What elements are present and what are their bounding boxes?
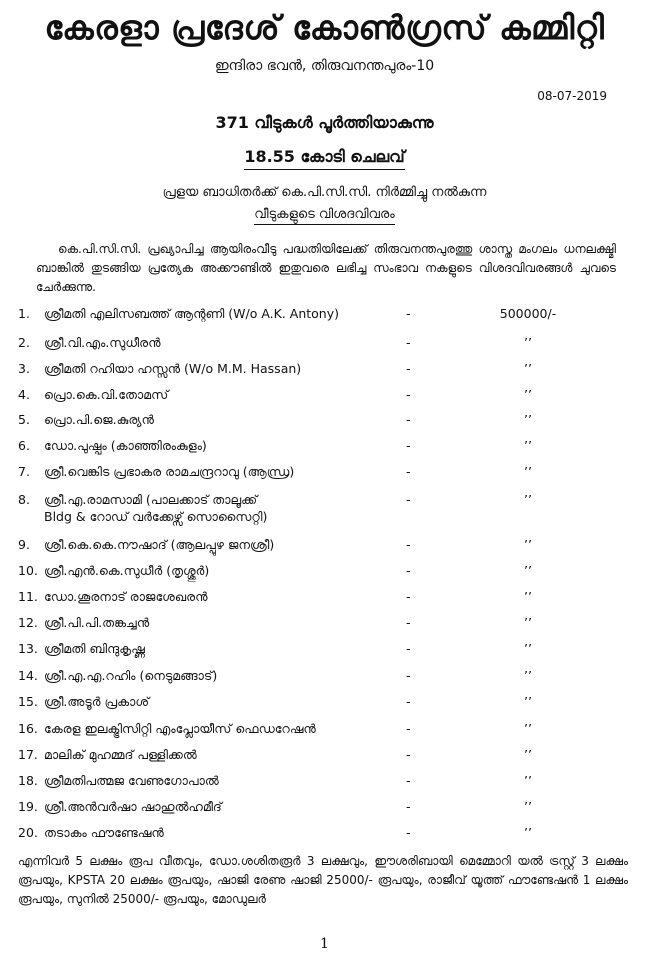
donor-amount: ’’ [524,387,532,402]
donor-dash: - [406,335,411,350]
donor-name [44,386,404,403]
donor-dash: - [406,306,411,321]
donor-dash: - [406,694,411,709]
donor-name-line: ശ്രീമതി റഹിയാ ഹസ്സൻ (W/o M.M. Hassan) [44,361,302,376]
donor-number: 19. [18,799,38,814]
donor-name [44,562,404,579]
donor-name-line: പ്രൊ.പി.ജെ.കുര്യൻ [44,412,154,427]
donor-dash: - [406,825,411,840]
donor-name-line-2: Bldg & റോഡ് വർക്കേഴ്സ് സൊസൈറ്റി) [44,509,268,524]
donor-amount: ’’ [524,438,532,453]
donor-amount: ’’ [524,668,532,683]
donor-amount: ’’ [524,589,532,604]
donor-number: 5. [18,412,30,427]
donor-amount: ’’ [524,773,532,788]
donor-dash: - [406,361,411,376]
donor-dash: - [406,641,411,656]
donor-dash: - [406,464,411,479]
donor-amount: ’’ [524,721,532,736]
donor-name [44,437,404,454]
document-date: 08-07-2019 [537,89,607,103]
subheading-2 [0,207,649,222]
donor-name-line: ശ്രീമതി എലിസബത്ത് ആന്റണി (W/o A.K. Antony) [44,306,339,321]
donor-name-line: തടാകം ഫൗണ്ടേഷൻ [44,825,164,840]
donor-name-line: ശ്രീമതി ബിന്ദുകൃഷ്ണ [44,641,145,656]
footer-paragraph: എന്നിവർ 5 ലക്ഷം രൂപ വീതവും, ഡോ.ശശിതരൂർ 3 ലക്ഷവും, ഈശരിബായി മെമ്മോറി യൽ ട്രസ്റ്റ് 3 ലക്ഷം രൂപയും, KPSTA 20 ലക്ഷം രൂപയും, ഷാജി രേണു ഷാജി 25000/- രൂപയും, രാജീവ് യൂത്ത് ഫൗണ്ടേഷൻ 1 ലക്ഷം രൂപയും, സുനിൽ 25000/- രൂപയും, മോഡുലർ [18,854,628,906]
donor-number: 15. [18,694,38,709]
donor-dash: - [406,537,411,552]
donor-name-line: ശ്രീ.എൻ.കെ.സുധീർ (തൃശ്ശൂർ) [44,563,210,578]
donor-number: 14. [18,668,38,683]
donor-name-line: ശ്രീ.അൻവർഷാ ഷാഹുൽഹമീദ് [44,799,222,814]
donor-dash: - [406,492,411,507]
donor-name [44,334,404,351]
donor-name [44,305,404,322]
donor-amount: ’’ [524,464,532,479]
donor-dash: - [406,615,411,630]
donor-name [44,463,404,480]
donor-amount: ’’ [524,537,532,552]
donor-name-line: ശ്രീ.പി.പി.തങ്കച്ചൻ [44,615,150,630]
donor-amount: ’’ [524,799,532,814]
donor-dash: - [406,668,411,683]
donor-number: 17. [18,747,38,762]
donor-dash: - [406,721,411,736]
donor-number: 4. [18,387,30,402]
donor-name-line: ഡോ.ശൂരനാട് രാജശേഖരൻ [44,589,208,604]
headline-cost-text: 18.55 കോടി ചെലവ് [244,147,404,170]
donor-name [44,720,404,737]
donor-number: 2. [18,335,30,350]
donor-number: 8. [18,492,30,507]
donor-name-line: ശ്രീ.വെങ്കിട പ്രഭാകര രാമചന്ദ്രറാവു (ആന്ധ്ര) [44,464,295,479]
donor-number: 12. [18,615,38,630]
organization-address: ഇന്ദിരാ ഭവൻ, തിരുവനന്തപുരം-10 [214,58,435,74]
donor-name-line: പ്രൊ.കെ.വി.തോമസ് [44,387,169,402]
donor-name [44,798,404,815]
subheading-2-text: വീടുകളുടെ വിശദവിവരം [254,207,394,225]
donor-number: 10. [18,563,38,578]
donor-dash: - [406,412,411,427]
donor-dash: - [406,438,411,453]
donor-name-line: മാലിക് മുഹമ്മദ് പള്ളിക്കൽ [44,747,197,762]
donor-dash: - [406,747,411,762]
donor-name [44,588,404,605]
donor-name-line: ശ്രീ.അടൂർ പ്രകാശ് [44,694,150,709]
donor-dash: - [406,799,411,814]
donor-name-line: ശ്രീ.എ.രാമസാമി (പാലക്കാട് താലൂക്ക് [44,492,258,507]
intro-paragraph: കെ.പി.സി.സി. പ്രഖ്യാപിച്ച ആയിരംവീടു പദ്ധതിയിലേക്ക് തിരുവനന്തപുരത്തു ശാസ്ത മംഗലം ധനലക്ഷ്മി ബാങ്കിൽ തുടങ്ങിയ പ്രത്യേക അക്കൗണ്ടിൽ ഇതുവരെ ലഭിച്ച സംഭാവ നകളുടെ വിശദവിവരങ്ങൾ ചുവടെ ചേർക്കുന്നു. [36,242,616,294]
donor-number: 20. [18,825,38,840]
donor-number: 3. [18,361,30,376]
donor-amount: ’’ [524,747,532,762]
donor-amount: ’’ [524,615,532,630]
donor-number: 9. [18,537,30,552]
donor-name [44,360,404,377]
donor-amount: ’’ [524,563,532,578]
donor-number: 1. [18,306,30,321]
donor-name [44,772,404,789]
donor-name [44,491,404,525]
donor-amount: ’’ [524,361,532,376]
donor-amount: ’’ [524,694,532,709]
donor-name-line: കേരള ഇലക്ട്രിസിറ്റി എംപ്ലോയീസ് ഫെഡറേഷൻ [44,721,316,736]
donor-number: 16. [18,721,38,736]
donor-dash: - [406,387,411,402]
donor-amount: ’’ [524,335,532,350]
subheading-1: പ്രളയ ബാധിതർക്ക് കെ.പി.സി.സി. നിർമ്മിച്ചു നൽകുന്ന [162,185,487,200]
donor-dash: - [406,563,411,578]
donor-amount: ’’ [524,825,532,840]
donor-name [44,693,404,710]
donor-name-line: ശ്രീ.വി.എം.സുധീരൻ [44,335,161,350]
donor-amount: 500000/- [499,306,557,321]
donor-amount: ’’ [524,412,532,427]
donor-dash: - [406,773,411,788]
donor-name [44,614,404,631]
donor-amount: ’’ [524,641,532,656]
donor-name-line: ഡോ.പുഷ്പം (കാഞ്ഞിരംകുളം) [44,438,207,453]
headline-houses: 371 വീടുകൾ പൂർത്തിയാകുന്നു [215,113,434,132]
donor-number: 18. [18,773,38,788]
donor-name [44,824,404,841]
donor-name [44,411,404,428]
donor-name-line: ശ്രീമതിപത്മജ വേണുഗോപാൽ [44,773,219,788]
donor-number: 7. [18,464,30,479]
headline-cost [0,147,649,167]
donor-name [44,746,404,763]
organization-title: കേരളാ പ്രദേശ് കോൺഗ്രസ് കമ്മിറ്റി [44,8,605,47]
donor-name [44,667,404,684]
donor-number: 11. [18,589,38,604]
donor-number: 13. [18,641,38,656]
donor-amount: ’’ [524,492,532,507]
donor-name [44,536,404,553]
donor-dash: - [406,589,411,604]
donor-name [44,640,404,657]
donor-number: 6. [18,438,30,453]
donor-name-line: ശ്രീ.കെ.കെ.നൗഷാദ് (ആലപ്പുഴ ജനശ്രീ) [44,537,275,552]
page-number: 1 [320,936,329,952]
donor-name-line: ശ്രീ.എ.എ.റഹിം (നെടുമങ്ങാട്) [44,668,218,683]
